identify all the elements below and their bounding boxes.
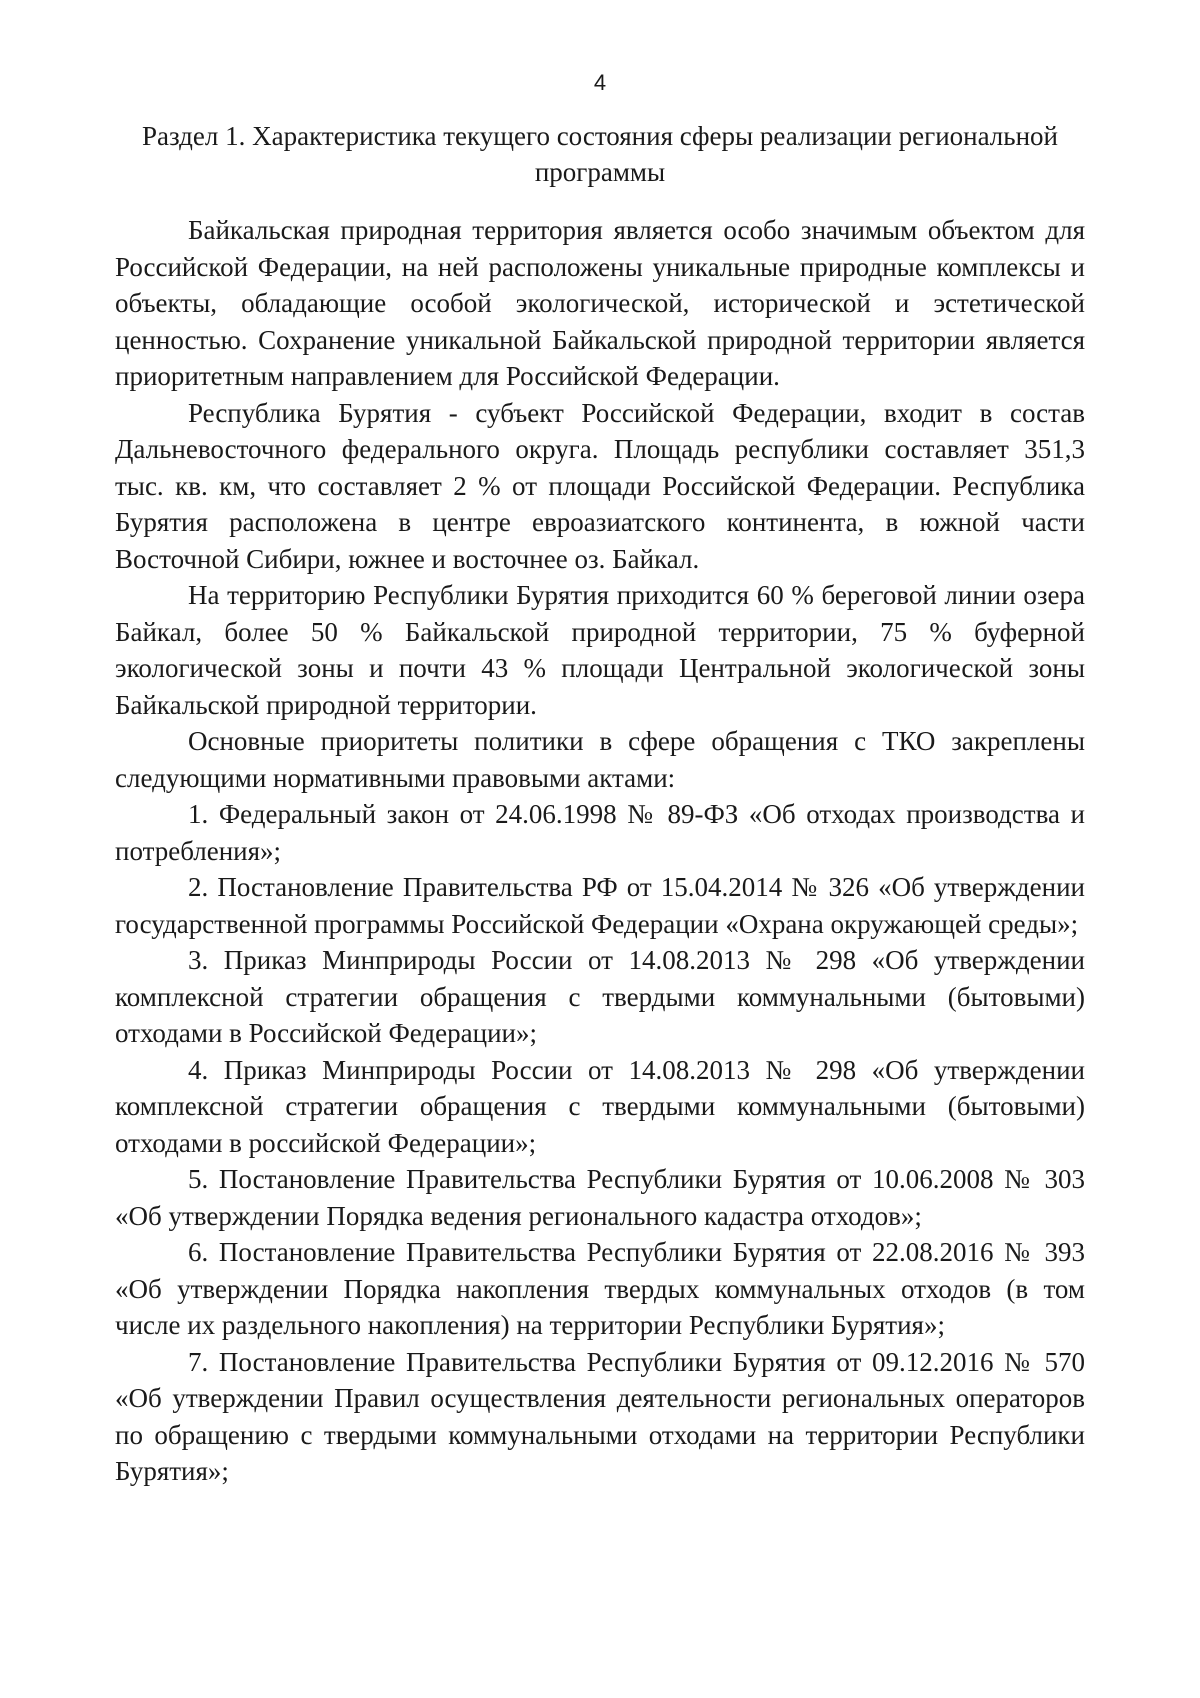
list-item-act-2: 2. Постановление Правительства РФ от 15.04.2014 № 326 «Об утверждении государственной программы Российской Федерации «Охрана окружающей среды»; bbox=[115, 872, 1085, 939]
list-item-act-6: 6. Постановление Правительства Республики Бурятия от 22.08.2016 № 393 «Об утверждении Порядка накопления твердых коммунальных отходов (в том числе их раздельного накопления) на территории Республики Бурятия»; bbox=[115, 1237, 1085, 1340]
list-item-act-3: 3. Приказ Минприроды России от 14.08.2013 № 298 «Об утверждении комплексной стратегии обращения с твердыми коммунальными (бытовыми) отходами в Российской Федерации»; bbox=[115, 945, 1085, 1048]
list-item-act-4: 4. Приказ Минприроды России от 14.08.2013 № 298 «Об утверждении комплексной стратегии обращения с твердыми коммунальными (бытовыми) отходами в российской Федерации»; bbox=[115, 1054, 1085, 1158]
page-number: 4 bbox=[593, 70, 607, 95]
list-item-act-1: 1. Федеральный закон от 24.06.1998 № 89-ФЗ «Об отходах производства и потребления»; bbox=[115, 799, 1085, 866]
section-title: Раздел 1. Характеристика текущего состояния сферы реализации региональной программы bbox=[141, 121, 1058, 187]
paragraph-priorities-intro: Основные приоритеты политики в сфере обращения с ТКО закреплены следующими нормативными правовыми актами: bbox=[115, 726, 1085, 793]
body-text bbox=[115, 212, 1085, 1490]
paragraph-baikal-territory: Байкальская природная территория является особо значимым объектом для Российской Федерации, на ней расположены уникальные природные комплексы и объекты, обладающие особой экологической, исторической и эстетической ценностью. Сохранение уникальной Байкальской природной территории является приоритетным направлением для Российской Федерации. bbox=[115, 215, 1085, 391]
paragraph-baikal-shares: На территорию Республики Бурятия приходится 60 % береговой линии озера Байкал, более 50 % Байкальской природной территории, 75 % буферной экологической зоны и почти 43 % площади Центральной экологической зоны Байкальской природной территории. bbox=[115, 580, 1085, 720]
paragraph-buryatia-overview: Республика Бурятия - субъект Российской Федерации, входит в состав Дальневосточного федерального округа. Площадь республики составляет 351,3 тыс. кв. км, что составляет 2 % от площади Российской Федерации. Республика Бурятия расположена в центре евроазиатского континента, в южной части Восточной Сибири, южнее и восточнее оз. Байкал. bbox=[115, 397, 1085, 574]
list-item-act-7: 7. Постановление Правительства Республики Бурятия от 09.12.2016 № 570 «Об утверждении Правил осуществления деятельности региональных операторов по обращению с твердыми коммунальными отходами на территории Республики Бурятия»; bbox=[115, 1346, 1085, 1486]
list-item-act-5: 5. Постановление Правительства Республики Бурятия от 10.06.2008 № 303 «Об утверждении Порядка ведения регионального кадастра отходов»; bbox=[115, 1164, 1085, 1231]
